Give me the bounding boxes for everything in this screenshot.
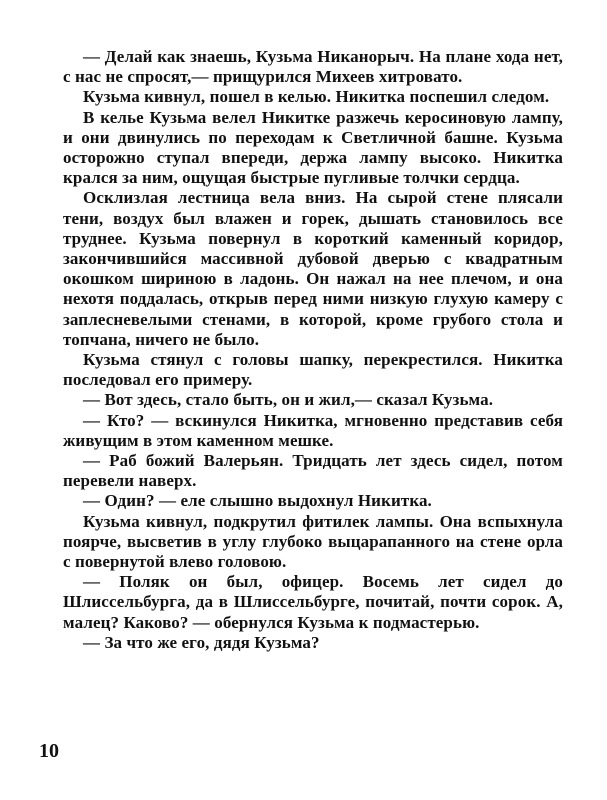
paragraph: — За что же его, дядя Кузьма? xyxy=(83,632,320,652)
paragraph: — Делай как знаешь, Кузьма Никанорыч. На плане хода нет, с нас не спросят,— прищурился Михеев хитровато. xyxy=(63,47,563,87)
paragraph: Кузьма кивнул, подкрутил фитилек лампы. Она вспыхнула поярче, высветив в углу глубоко выцарапанного на стене орла с повернутой влево головою. xyxy=(63,511,563,572)
page-number: 10 xyxy=(39,740,59,762)
paragraph: — Один? — еле слышно выдохнул Никитка. xyxy=(83,491,432,511)
paragraph: В келье Кузьма велел Никитке разжечь керосиновую лампу, и они двинулись по переходам к Светличной башне. Кузьма осторожно ступал впереди, держа лампу высоко. Никитка крался за ним, ощущая быстрые пугливые толчки сердца. xyxy=(63,107,563,188)
paragraph: — Вот здесь, стало быть, он и жил,— сказал Кузьма. xyxy=(83,390,494,410)
paragraph: Осклизлая лестница вела вниз. На сырой стене плясали тени, воздух был влажен и горек, дышать становилось все труднее. Кузьма повернул в короткий каменный коридор, закончившийся массивной дубовой дверью с квадратным окошком шириною в ладонь. Он нажал на нее плечом, и она нехотя поддалась, открыв перед ними низкую глухую камеру с заплесневелыми стенами, в которой, кроме грубого стола и топчана, ничего не было. xyxy=(63,188,563,349)
paragraph: Кузьма стянул с головы шапку, перекрестился. Никитка последовал его примеру. xyxy=(63,350,563,390)
paragraph: — Поляк он был, офицер. Восемь лет сидел до Шлиссельбурга, да в Шлиссельбурге, почитай, почти сорок. А, малец? Каково? — обернулся Кузьма к подмастерью. xyxy=(63,572,563,632)
text-body xyxy=(63,47,563,653)
paragraph: Кузьма кивнул, пошел в келью. Никитка поспешил следом. xyxy=(83,87,550,107)
paragraph: — Кто? — вскинулся Никитка, мгновенно представив себя живущим в этом каменном мешке. xyxy=(63,410,563,450)
paragraph: — Раб божий Валерьян. Тридцать лет здесь сидел, потом перевели наверх. xyxy=(63,451,563,491)
